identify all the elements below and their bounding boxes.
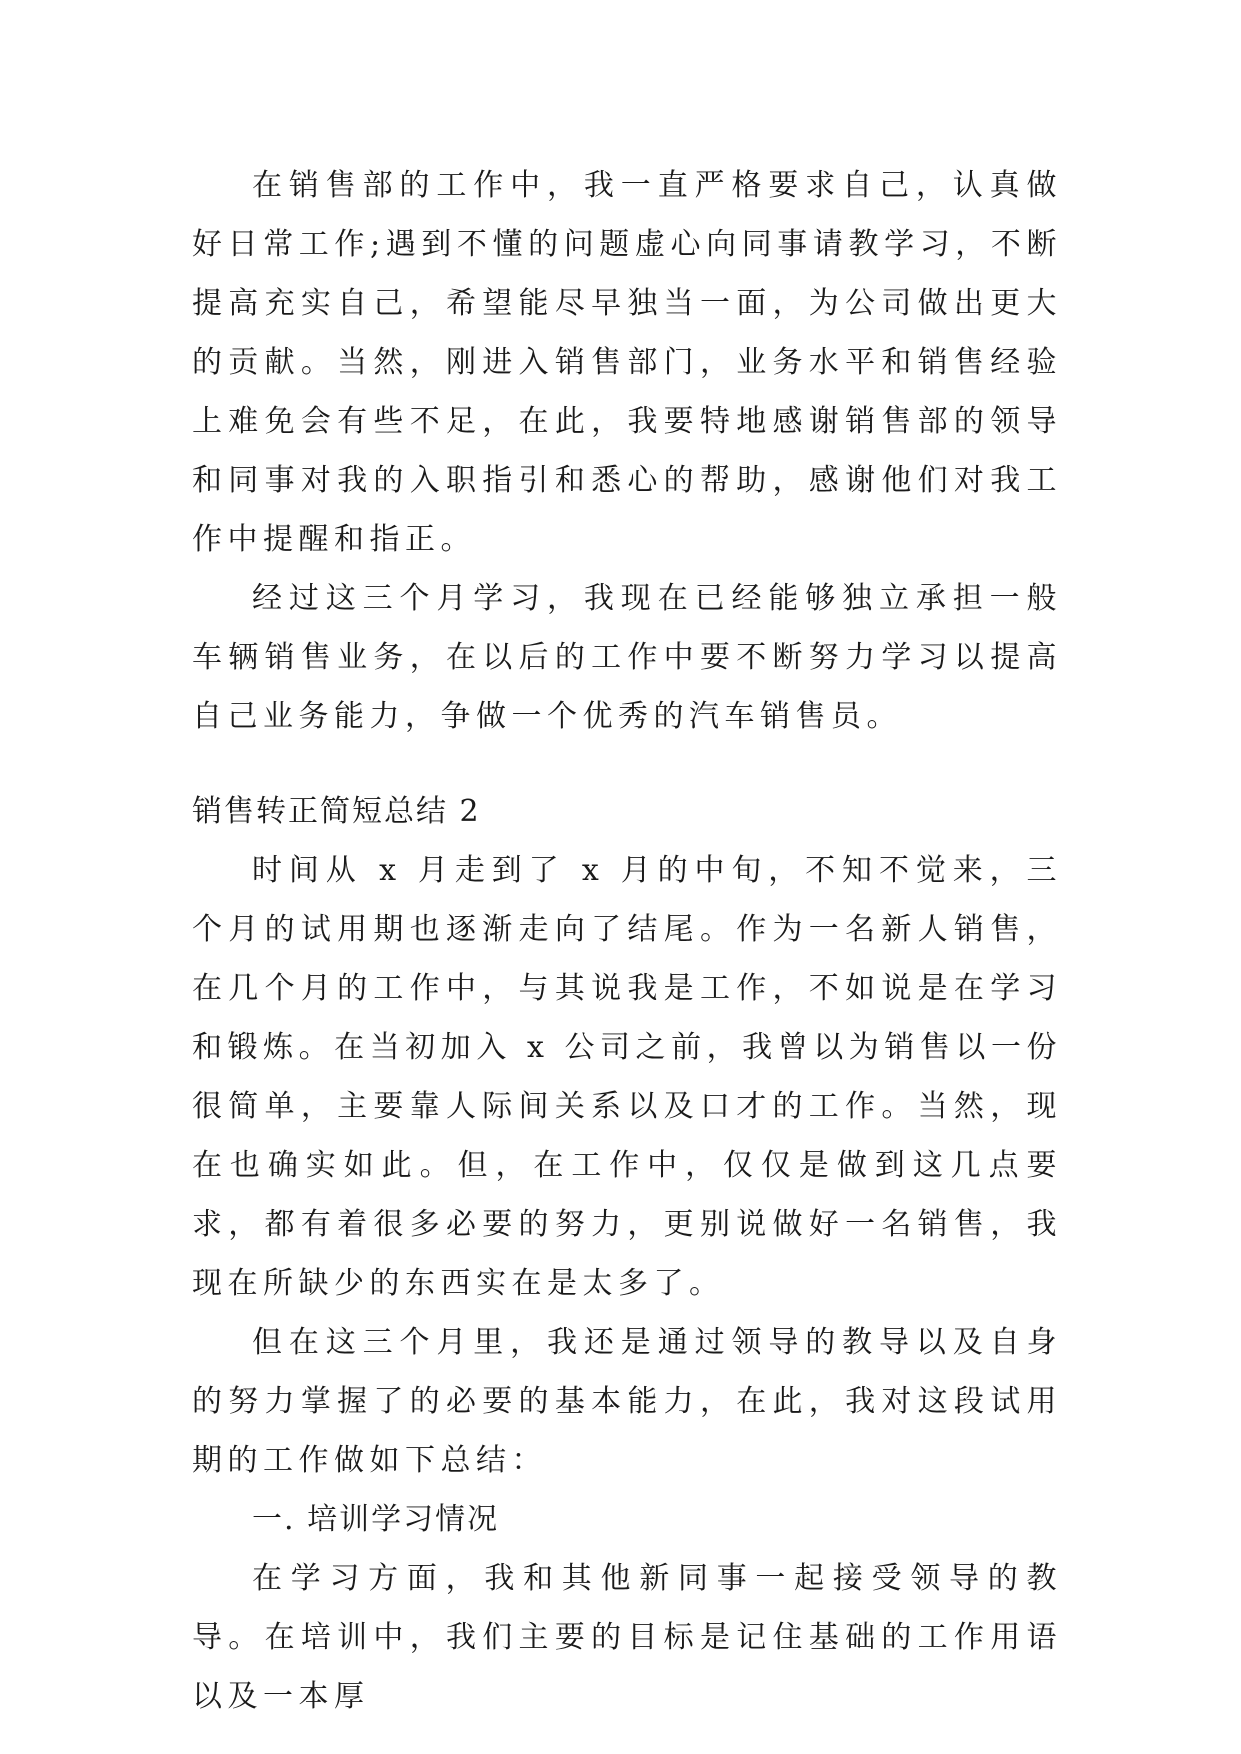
subsection-title: 一. 培训学习情况 — [252, 1502, 500, 1537]
paragraph: 时间从 x 月走到了 x 月的中旬，不知不觉来，三个月的试用期也逐渐走向了结尾。作为一名新人销售，在几个月的工作中，与其说我是工作，不如说是在学习和锻炼。在当初加入 x 公司之前，我曾以为销售以一份很简单，主要靠人际间关系以及口才的工作。当然，现在也确实如此。但，在工作中，仅仅是做到这几点要求，都有着很多必要的努力，更别说做好一名销售，我现在所缺少的东西实在是太多了。 — [192, 853, 1062, 1301]
paragraph: 在销售部的工作中，我一直严格要求自己，认真做好日常工作;遇到不懂的问题虚心向同事请教学习，不断提高充实自己，希望能尽早独当一面，为公司做出更大的贡献。当然，刚进入销售部门，业务水平和销售经验上难免会有些不足，在此，我要特地感谢销售部的领导和同事对我的入职指引和悉心的帮助，感谢他们对我工作中提醒和指正。 — [192, 168, 1062, 557]
paragraph: 在学习方面，我和其他新同事一起接受领导的教导。在培训中，我们主要的目标是记住基础的工作用语以及一本厚 — [192, 1561, 1062, 1714]
paragraph: 经过这三个月学习，我现在已经能够独立承担一般车辆销售业务，在以后的工作中要不断努力学习以提高自己业务能力，争做一个优秀的汽车销售员。 — [192, 581, 1062, 734]
section-title: 销售转正简短总结 2 — [192, 794, 481, 829]
paragraph: 但在这三个月里，我还是通过领导的教导以及自身的努力掌握了的必要的基本能力，在此，我对这段试用期的工作做如下总结： — [192, 1325, 1062, 1478]
document-body — [192, 156, 1062, 1726]
